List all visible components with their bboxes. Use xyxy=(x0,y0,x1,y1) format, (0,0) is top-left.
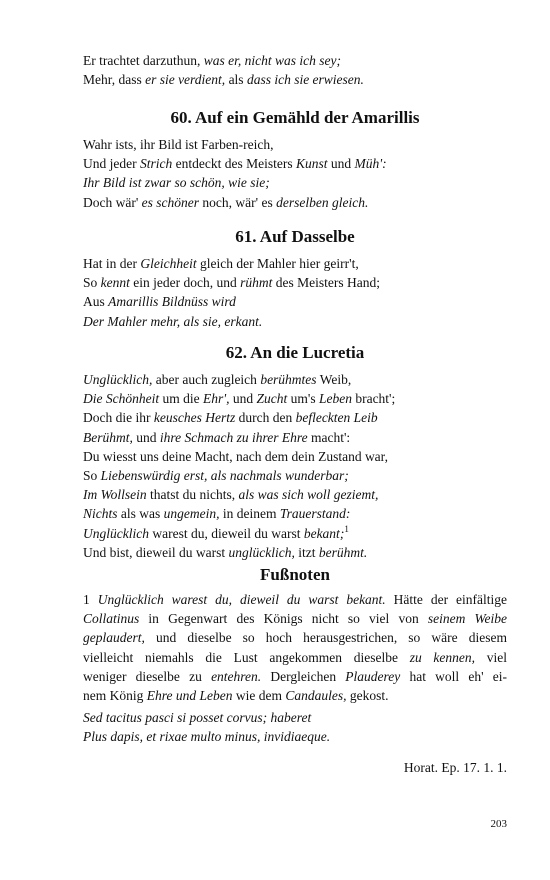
poem-60-title-block xyxy=(83,107,507,129)
text-segment: macht': xyxy=(307,429,351,445)
text-segment: Du wiesst uns deine Macht, nach dem dein Zustand war, xyxy=(83,448,389,464)
text-segment: als xyxy=(225,72,247,88)
italic-text: keusches Hertz xyxy=(153,410,236,426)
text-segment: vielleicht niemahls die Lust angekommen dieselbe xyxy=(83,649,410,665)
italic-text: Amarillis Bildnüss wird xyxy=(108,294,236,310)
italic-text: Strich xyxy=(139,156,173,172)
italic-text: unglücklich, xyxy=(228,544,295,560)
text-segment: entdeckt des Meisters xyxy=(172,156,296,172)
italic-text: entehren. xyxy=(211,668,262,684)
italic-text: Berühmt, xyxy=(83,429,133,445)
italic-text: ungemein, xyxy=(163,506,220,522)
text-segment: um's xyxy=(287,391,319,407)
text-segment: thatst du nichts, xyxy=(146,487,239,503)
footnote-line xyxy=(83,667,507,686)
text-segment: Und jeder xyxy=(83,156,140,172)
text-segment: So xyxy=(83,275,101,291)
italic-text: Ehr', xyxy=(202,391,230,407)
text-segment: viel xyxy=(475,649,508,665)
verse-line xyxy=(83,292,507,311)
text-segment: des Meisters Hand; xyxy=(272,275,380,291)
italic-text: Ihr Bild ist zwar so schön, wie sie; xyxy=(83,175,270,191)
text-segment: und xyxy=(229,391,257,407)
text-segment: Mehr, dass xyxy=(83,72,146,88)
italic-text: Ehre und Leben xyxy=(146,688,233,704)
italic-text: es schöner xyxy=(141,194,200,210)
poem-title: 60. Auf ein Gemähld der Amarillis xyxy=(170,108,420,127)
footnotes-heading: Fußnoten xyxy=(260,565,330,584)
text-segment: 1 xyxy=(83,592,98,607)
latin-quote xyxy=(83,708,507,746)
text-segment: gleich der Mahler hier geirr't, xyxy=(196,256,359,271)
verse-line xyxy=(83,312,507,331)
text-segment: in Gegenwart des Königs nicht so viel von xyxy=(139,611,428,627)
text-segment: Er trachtet darzuthun, xyxy=(83,53,204,68)
text-segment: als was xyxy=(117,506,164,522)
italic-text: Kunst xyxy=(295,156,328,172)
text-segment: Aus xyxy=(83,294,109,310)
text-segment: in deinem xyxy=(219,506,280,522)
text-segment: aber auch zugleich xyxy=(152,372,261,387)
italic-text: als was sich woll geziemt, xyxy=(238,487,379,503)
footnote-1 xyxy=(83,590,507,705)
footnote-line xyxy=(83,628,507,647)
text-segment: noch, wär' es xyxy=(199,194,277,210)
italic-text: Collatinus xyxy=(83,611,140,627)
italic-text: Candaules, xyxy=(285,688,347,704)
italic-text: was er, nicht was ich sey; xyxy=(203,53,341,68)
poem-61 xyxy=(83,254,507,331)
text-segment: gekost. xyxy=(346,688,389,704)
text-segment: Dergleichen xyxy=(261,668,346,684)
italic-text: Der Mahler mehr, als sie, erkant. xyxy=(83,313,263,329)
text-segment: Hätte der einfältige xyxy=(385,592,508,607)
verse-line xyxy=(83,466,507,485)
italic-text: berühmtes xyxy=(260,372,317,387)
italic-text: geplaudert, xyxy=(83,630,145,646)
quote-line xyxy=(83,708,507,727)
italic-text: Trauerstand: xyxy=(279,506,351,522)
text-segment: ein jeder doch, und xyxy=(129,275,241,291)
verse-line xyxy=(83,428,507,447)
footnotes-heading-block xyxy=(83,564,507,586)
verse-line xyxy=(83,524,507,543)
poem-62-title-block xyxy=(83,342,507,364)
italic-text: er sie verdient, xyxy=(145,72,226,88)
italic-text: zu kennen, xyxy=(409,649,476,665)
italic-text: Plauderey xyxy=(345,668,401,684)
verse-line xyxy=(83,485,507,504)
italic-text: Zucht xyxy=(256,391,288,407)
verse-line xyxy=(83,193,507,212)
italic-text: berühmt. xyxy=(318,544,368,560)
italic-text: Plus dapis, et rixae multo minus, invidiaeque. xyxy=(83,729,331,745)
italic-text: Liebenswürdig erst, als nachmals wunderbar; xyxy=(100,468,349,484)
text-segment: Wahr ists, ihr Bild ist Farben-reich, xyxy=(83,137,274,152)
italic-text: rühmt xyxy=(240,275,273,291)
verse-line xyxy=(83,70,507,89)
text-segment: und dieselbe so hoch herausgestrichen, so wäre diesem xyxy=(144,630,507,646)
footnote-line xyxy=(83,686,507,705)
poem-61-title-block xyxy=(83,226,507,248)
text-segment: durch den xyxy=(235,410,296,426)
text-segment: um die xyxy=(159,391,203,407)
text-segment: bracht'; xyxy=(351,391,396,407)
verse-line xyxy=(83,447,507,466)
italic-text: Im Wollsein xyxy=(83,487,147,503)
poem-62 xyxy=(83,370,507,562)
italic-text: kennt xyxy=(100,275,130,291)
footnote-line xyxy=(83,648,507,667)
italic-text: Unglücklich xyxy=(83,525,149,541)
verse-line xyxy=(83,408,507,427)
italic-text: Leben xyxy=(318,391,352,407)
quote-citation: Horat. Ep. 17. 1. 1. xyxy=(403,760,507,775)
text-segment: und xyxy=(327,156,355,172)
page-number: 203 xyxy=(490,818,507,830)
italic-text: befleckten Leib xyxy=(295,410,378,426)
footnote-line xyxy=(83,590,507,609)
text-segment: So xyxy=(83,468,101,484)
text-segment: hat woll eh' ei- xyxy=(400,668,507,684)
verse-line xyxy=(83,51,507,70)
text-segment: Hat in der xyxy=(83,256,141,271)
text-segment: und xyxy=(132,429,160,445)
verse-line xyxy=(83,173,507,192)
italic-text: Die Schönheit xyxy=(83,391,160,407)
italic-text: Müh': xyxy=(354,156,387,172)
footnote-marker: 1 xyxy=(344,523,349,534)
poem-title: 61. Auf Dasselbe xyxy=(235,227,355,246)
italic-text: Gleichheit xyxy=(140,256,197,271)
italic-text: dass ich sie erwiesen. xyxy=(246,72,364,88)
verse-line xyxy=(83,389,507,408)
italic-text: ihre Schmach zu ihrer Ehre xyxy=(159,429,308,445)
text-segment: itzt xyxy=(294,544,319,560)
poem-title: 62. An die Lucretia xyxy=(225,343,365,362)
text-segment: weniger dieselbe zu xyxy=(83,668,212,684)
verse-line xyxy=(83,370,507,389)
italic-text: derselben gleich. xyxy=(276,194,369,210)
text-segment: Und bist, dieweil du warst xyxy=(83,544,229,560)
verse-line xyxy=(83,154,507,173)
text-segment: Doch wär' xyxy=(83,194,142,210)
poem-60 xyxy=(83,135,507,212)
italic-text: Nichts xyxy=(83,506,118,522)
quote-line xyxy=(83,727,507,746)
italic-text: Sed tacitus pasci si posset corvus; haberet xyxy=(83,710,312,725)
verse-line xyxy=(83,543,507,562)
verse-line xyxy=(83,504,507,523)
text-segment: Weib, xyxy=(316,372,352,387)
italic-text: Unglücklich warest du, dieweil du warst bekant. xyxy=(97,592,386,607)
text-segment: Doch die ihr xyxy=(83,410,154,426)
italic-text: seinem Weibe xyxy=(427,611,507,627)
text-segment: wie dem xyxy=(232,688,286,704)
verse-line xyxy=(83,273,507,292)
italic-text: bekant; xyxy=(303,525,345,541)
text-segment: nem König xyxy=(83,688,147,704)
citation-block xyxy=(83,758,507,777)
intro-verse xyxy=(83,51,507,89)
verse-line xyxy=(83,135,507,154)
italic-text: Unglücklich, xyxy=(83,372,153,387)
text-segment: warest du, dieweil du warst xyxy=(148,525,304,541)
footnote-line xyxy=(83,609,507,628)
verse-line xyxy=(83,254,507,273)
